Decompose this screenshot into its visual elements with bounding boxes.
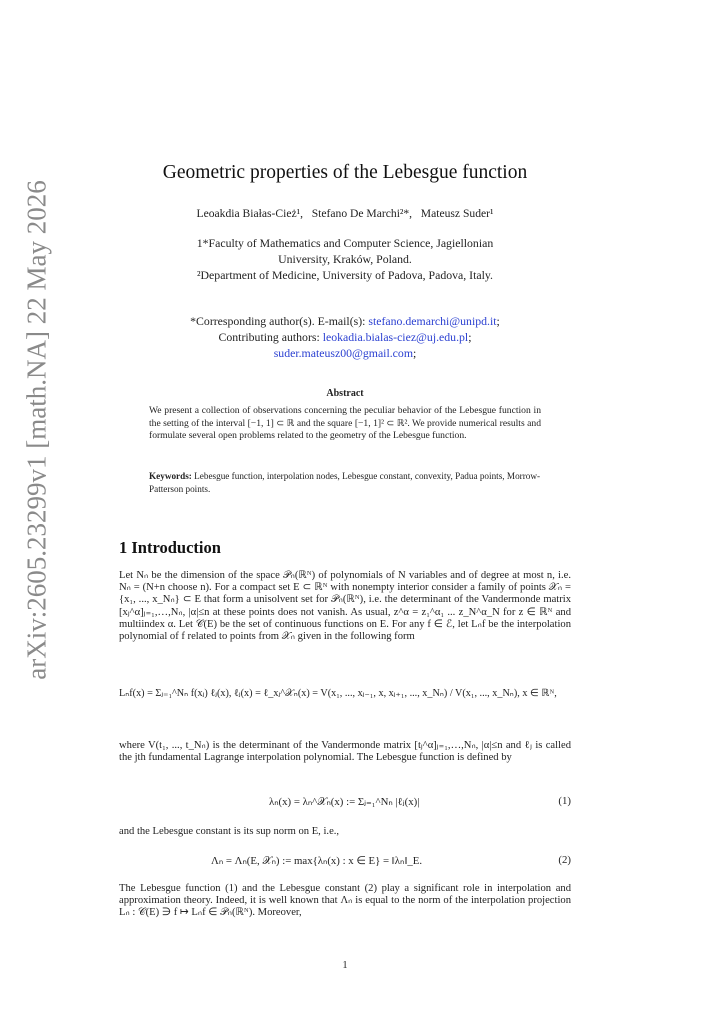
affiliation-1-line-1: 1*Faculty of Mathematics and Computer Science, Jagiellonian [196,236,494,250]
contributing-line-2: suder.mateusz00@gmail.com; [273,346,417,360]
paragraph-3: and the Lebesgue constant is its sup norm on E, i.e., [119,826,340,837]
author-list [99,207,591,220]
contributing-line: Contributing authors: leokadia.bialas-ciez@uj.edu.pl; [218,330,472,344]
author-3: Mateusz Suder¹ [420,207,494,220]
contributing-email-link-2[interactable]: suder.mateusz00@gmail.com [273,346,413,360]
corresponding-label: *Corresponding author(s). E-mail(s): [190,314,366,328]
abstract-text: We present a collection of observations concerning the peculiar behavior of the Lebesgue function in the setting of the interval [−1, 1] ⊂ ℝ and the square [−1, 1]² ⊂ ℝ². We provide numerical results and formulate several open problems related to the geometry of the Lebesgue function. [149,405,541,442]
paragraph-1: Let Nₙ be the dimension of the space 𝒫ₙ(ℝᴺ) of polynomials of N variables and of degree at most n, i.e. Nₙ = (N+n choose n). For a compact set E ⊂ ℝᴺ with nonempty interior consider a family of points 𝒳ₙ = {x₁, ..., x_Nₙ} ⊂ E that form a unisolvent set for 𝒫ₙ(ℝᴺ), i.e. the determinant of the Vandermonde matrix [xⱼ^α]ⱼ₌₁,…,Nₙ, |α|≤n at these points does not vanish. As usual, z^α = z₁^α₁ ... z_N^α_N for z ∈ ℝᴺ and multiindex α. Let 𝒞(E) be the set of continuous functions on E. For any f ∈ ℰ, let Lₙf be the interpolation polynomial of f related to points from 𝒳ₙ given in the following form [119,570,571,643]
section-heading: 1 Introduction [119,538,221,557]
author-1: Leoakdia Białas-Cież¹, [196,207,303,220]
keywords [149,470,541,495]
keywords-label: Keywords: [149,471,192,481]
abstract-heading: Abstract [326,388,364,399]
corresponding-line: *Corresponding author(s). E-mail(s): stefano.demarchi@unipd.it; [190,314,500,328]
affiliation-2: ²Department of Medicine, University of Padova, Padova, Italy. [197,268,493,282]
equation-1-body: λₙ(x) = λₙ^𝒳ₙ(x) := Σⱼ₌₁^Nₙ |ℓⱼ(x)| [269,796,420,808]
equation-2-body: Λₙ = Λₙ(E, 𝒳ₙ) := max{λₙ(x) : x ∈ E} = ‖λₙ‖_E. [211,855,423,867]
paragraph-4: The Lebesgue function (1) and the Lebesgue constant (2) play a significant role in interpolation and approximation theory. Indeed, it is well known that Λₙ is equal to the norm of the interpolation projection Lₙ : 𝒞(E) ∋ f ↦ Lₙf ∈ 𝒫ₙ(ℝᴺ). Moreover, [119,883,571,919]
author-2: Stefano De Marchi²*, [311,207,413,220]
equation-lagrange: Lₙf(x) = Σⱼ₌₁^Nₙ f(xⱼ) ℓⱼ(x), ℓⱼ(x) = ℓ_xⱼ^𝒳ₙ(x) = V(x₁, ..., xⱼ₋₁, x, xⱼ₊₁, ..., x_Nₙ) / V(x₁, ..., x_Nₙ), x ∈ ℝᴺ, [119,688,557,699]
page-number: 1 [342,960,348,971]
equation-2-number: (2) [558,854,571,866]
contributing-label: Contributing authors: [218,330,320,344]
arxiv-stamp: arXiv:2605.23299v1 [math.NA] 22 May 2026 [21,180,52,680]
corresponding-email-link[interactable]: stefano.demarchi@unipd.it [368,314,497,328]
contributing-email-link-1[interactable]: leokadia.bialas-ciez@uj.edu.pl [322,330,469,344]
paper-title: Geometric properties of the Lebesgue function [162,162,528,183]
equation-1-number: (1) [558,795,571,807]
affiliation-1-line-2: University, Kraków, Poland. [278,252,412,266]
paragraph-2: where V(t₁, ..., t_Nₙ) is the determinant of the Vandermonde matrix [tⱼ^α]ⱼ₌₁,…,Nₙ, |α|≤n and ℓⱼ is called the jth fundamental Lagrange interpolation polynomial. The Lebesgue function is defined by [119,740,571,764]
keywords-text: Lebesgue function, interpolation nodes, Lebesgue constant, convexity, Padua points, Morrow-Patterson points. [149,471,541,494]
